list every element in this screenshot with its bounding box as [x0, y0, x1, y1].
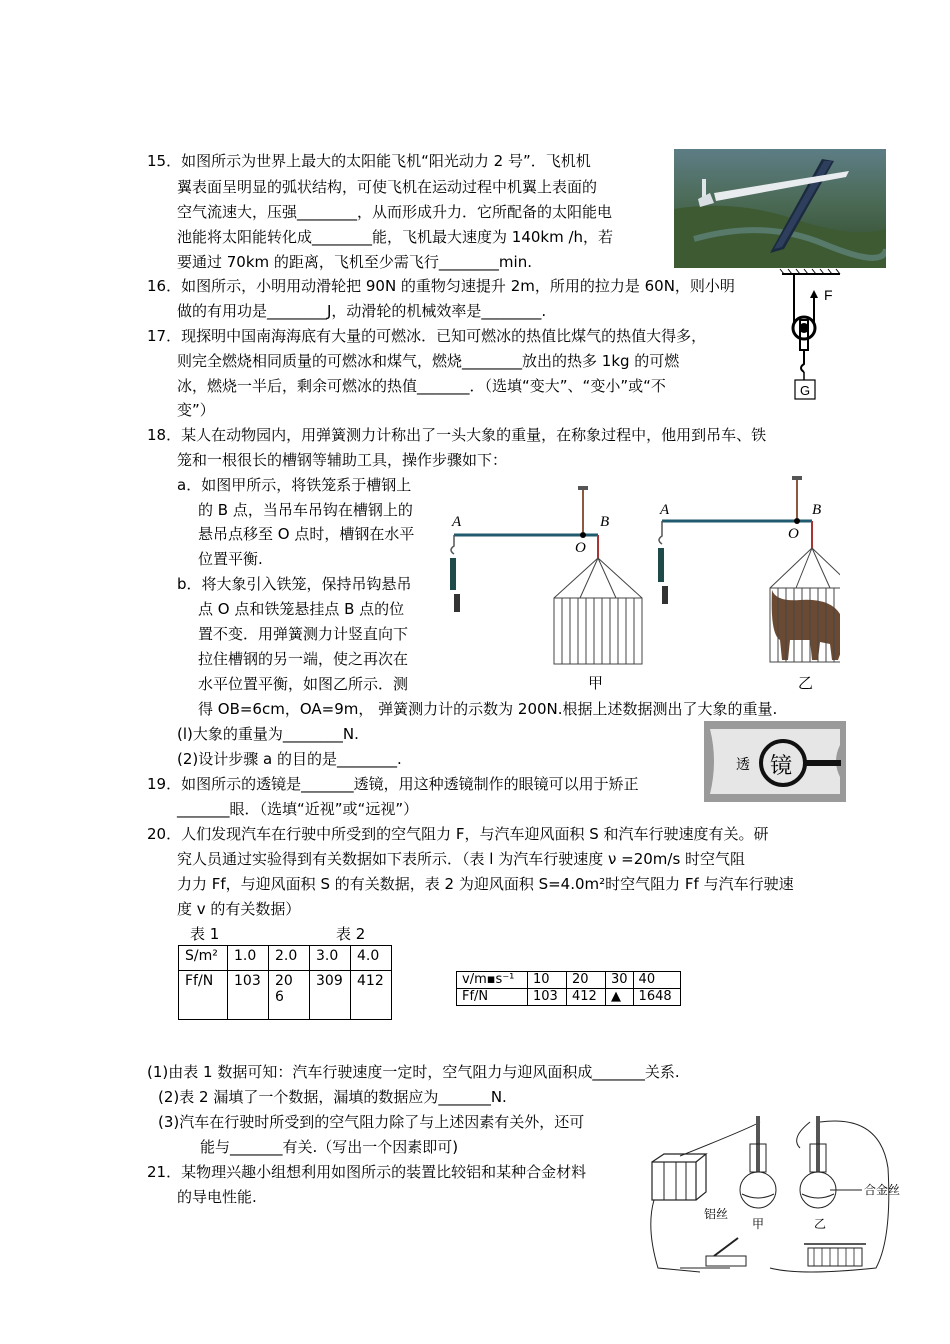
table2-cell: 1648	[633, 989, 680, 1006]
table1-title: 表 1	[190, 925, 220, 943]
table-2	[456, 971, 681, 1006]
table1-row	[179, 971, 392, 1020]
q18-step-a-1: a．如图甲所示，将铁笼系于槽钢上	[177, 476, 412, 494]
table2-cell: 103	[528, 989, 567, 1006]
table2-cell: 30	[606, 972, 634, 989]
q18-step-b-1: b．将大象引入铁笼，保持吊钩悬吊	[177, 575, 412, 593]
q15-line-2: 翼表面呈明显的弧状结构，可使飞机在运动过程中机翼上表面的	[177, 178, 598, 196]
table2-cell: 412	[567, 989, 606, 1006]
q18-step-b-4: 拉住槽钢的另一端，使之再次在	[198, 650, 409, 668]
table1-cell: S/m²	[179, 946, 228, 971]
q18-step-a-3: 悬吊点移至 O 点时，槽钢在水平	[198, 525, 415, 543]
table2-cell: v/m▪s⁻¹	[457, 972, 528, 989]
table2-cell: ▲	[606, 989, 634, 1006]
table-1	[178, 945, 392, 1020]
pulley-diagram	[776, 268, 846, 404]
elephant-weighing-diagram	[440, 474, 840, 694]
q18-step-a-4: 位置平衡.	[198, 550, 263, 568]
q19-line-2: _______眼．（选填“近视”或“远视”）	[177, 800, 419, 818]
q16-line-1: 16．如图所示，小明用动滑轮把 90N 的重物匀速提升 2m，所用的拉力是 60N，则小明	[147, 277, 735, 295]
lens-left-char: 透	[736, 757, 750, 773]
table2-cell: 20	[567, 972, 606, 989]
q18-sub-1: (l)大象的重量为________N.	[177, 725, 359, 743]
fig-yi-label-a: A	[660, 502, 670, 518]
fig-jia-label-a: A	[452, 514, 462, 530]
table2-cell: Ff/N	[457, 989, 528, 1006]
table2-title: 表 2	[336, 925, 366, 943]
q15-line-3: 空气流速大，压强________，从而形成升力．它所配备的太阳能电	[177, 203, 613, 221]
circuit-alloy-label: 合金丝	[864, 1183, 901, 1197]
q21-line-1: 21．某物理兴趣小组想利用如图所示的装置比较铝和某种合金材料	[147, 1163, 587, 1181]
table1-cell: 3.0	[310, 946, 351, 971]
lens-magnified-char: 镜	[770, 754, 793, 779]
q18-step-b-2: 点 O 点和铁笼悬挂点 B 点的位	[198, 600, 405, 618]
q20-sub-3a: (3)汽车在行驶时所受到的空气阻力除了与上述因素有关外，还可	[158, 1113, 585, 1131]
lens-image	[704, 721, 846, 802]
circuit-aluminum-label: 铝丝	[704, 1207, 729, 1221]
q19-line-1: 19．如图所示的透镜是_______透镜，用这种透镜制作的眼镜可以用于矫正	[147, 775, 639, 793]
q20-sub-1: (1)由表 1 数据可知：汽车行驶速度一定时，空气阻力与迎风面积成_______关系.	[147, 1063, 680, 1081]
table2-cell: 40	[633, 972, 680, 989]
q18-sub-2: (2)设计步骤 a 的目的是________.	[177, 750, 402, 768]
q18-measure: 得 OB=6cm，OA=9m， 弹簧测力计的示数为 200N.根据上述数据测出了大象的重量.	[198, 700, 778, 718]
circuit-yi-label: 乙	[814, 1217, 827, 1231]
fig-jia-label-o: O	[575, 540, 586, 556]
q16-line-2: 做的有用功是________J，动滑轮的机械效率是________.	[177, 302, 547, 320]
circuit-jia-label: 甲	[752, 1217, 765, 1231]
table2-row	[457, 989, 681, 1006]
q20-line-2: 究人员通过实验得到有关数据如下表所示．（表 l 为汽车行驶速度 ν =20m/s 时空气阻	[177, 850, 746, 868]
q17-line-2: 则完全燃烧相同质量的可燃冰和煤气，燃烧________放出的热多 1kg 的可燃	[177, 352, 680, 370]
q20-line-4: 度 v 的有关数据）	[177, 900, 301, 918]
fig-jia-caption: 甲	[588, 676, 604, 692]
q18-step-b-3: 置不变．用弹簧测力计竖直向下	[198, 625, 409, 643]
q21-line-2: 的导电性能.	[177, 1188, 257, 1206]
q20-line-3: 力力 Ff，与迎风面积 S 的有关数据，表 2 为迎风面积 S=4.0m²时空气阻力 Ff 与汽车行驶速	[177, 875, 794, 893]
table1-cell: 4.0	[351, 946, 392, 971]
solar-plane-image	[674, 149, 886, 268]
pulley-weight-label: G	[800, 383, 811, 398]
table1-cell: 309	[310, 971, 351, 1020]
q17-line-3: 冰，燃烧一半后，剩余可燃冰的热值_______．（选填“变大”、“变小”或“不	[177, 377, 666, 395]
table2-cell: 10	[528, 972, 567, 989]
fig-yi-caption: 乙	[798, 676, 814, 692]
q15-line-5: 要通过 70km 的距离，飞机至少需飞行________min.	[177, 253, 532, 271]
fig-yi-label-o: O	[788, 526, 799, 542]
q18-line-2: 笼和一根很长的槽钢等辅助工具，操作步骤如下：	[177, 451, 508, 469]
q15-line-4: 池能将太阳能转化成________能，飞机最大速度为 140km /h，若	[177, 228, 614, 246]
pulley-force-label: F	[824, 287, 833, 303]
conductivity-circuit-diagram	[640, 1108, 910, 1280]
fig-jia-label-b: B	[600, 514, 610, 530]
q18-step-b-5: 水平位置平衡，如图乙所示．测	[198, 675, 409, 693]
q20-line-1: 20．人们发现汽车在行驶中所受到的空气阻力 F，与汽车迎风面积 S 和汽车行驶速度有关。研	[147, 825, 769, 843]
q18-line-1: 18．某人在动物园内，用弹簧测力计称出了一头大象的重量，在称象过程中，他用到吊车、铁	[147, 426, 767, 444]
q17-line-1: 17．现探明中国南海海底有大量的可燃冰．已知可燃冰的热值比煤气的热值大得多，	[147, 327, 707, 345]
table1-cell: 412	[351, 971, 392, 1020]
q15-line-1: 15．如图所示为世界上最大的太阳能飞机“阳光动力 2 号”．飞机机	[147, 152, 591, 170]
table1-cell: 103	[228, 971, 269, 1020]
table1-row	[179, 946, 392, 971]
fig-yi-label-b: B	[812, 502, 822, 518]
q17-line-4: 变”）	[177, 401, 215, 419]
table1-cell: Ff/N	[179, 971, 228, 1020]
table1-cell: 2.0	[269, 946, 310, 971]
table1-cell: 1.0	[228, 946, 269, 971]
q18-step-a-2: 的 B 点，当吊车吊钩在槽钢上的	[198, 501, 413, 519]
table2-row	[457, 972, 681, 989]
q20-sub-2: (2)表 2 漏填了一个数据，漏填的数据应为_______N.	[158, 1088, 507, 1106]
q20-sub-3b: 能与_______有关.（写出一个因素即可)	[200, 1138, 459, 1156]
table1-cell: 20 6	[269, 971, 310, 1020]
